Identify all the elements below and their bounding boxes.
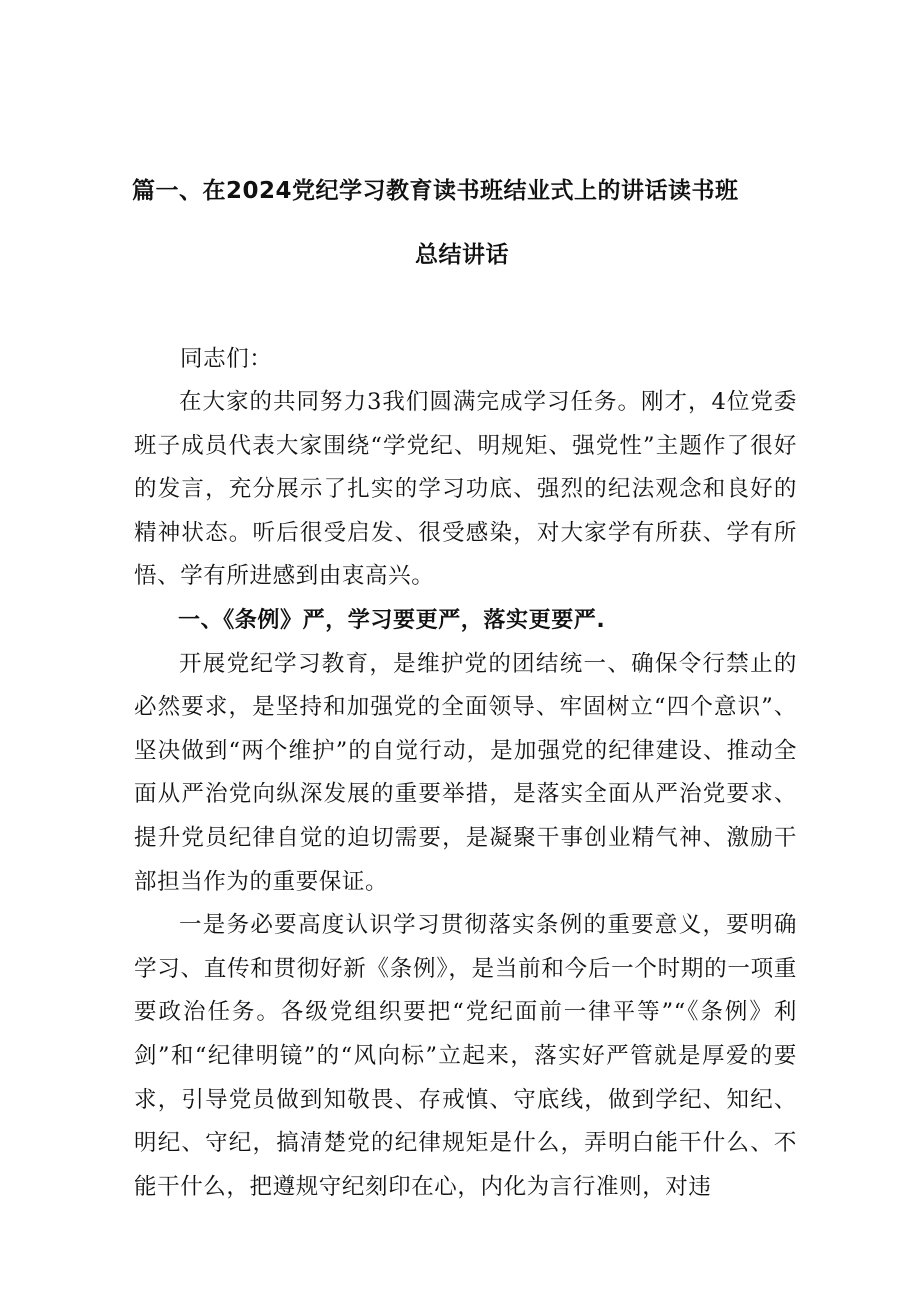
paragraph-point-one: 一是务必要高度认识学习贯彻落实条例的重要意义，要明确学习、直传和贯彻好新《条例》，是当前和今后一个时期的一项重要政治任务。各级党组织要把“党纪面前一律平等”“《条例》利剑”和“纪律明镜”的“风向标”立起来，落实好严管就是厚爱的要求，引导党员做到知敬畏、存戒慎、守底线，做到学纪、知纪、明纪、守纪，搞清楚党的纪律规矩是什么，弄明白能干什么、不能干什么，把遵规守纪刻印在心，内化为言行准则，对违 xyxy=(134,912,797,1200)
document-title-line1: 篇一、在2024党纪学习教育读书班结业式上的讲话读书班 xyxy=(132,178,739,204)
document-body xyxy=(134,381,797,1209)
paragraph-opening: 在大家的共同努力3我们圆满完成学习任务。刚才，4位党委班子成员代表大家围绕“学党纪、明规矩、强党性”主题作了很好的发言，充分展示了扎实的学习功底、强烈的纪法观念和良好的精神状态。听后很受启发、很受感染，对大家学有所获、学有所悟、学有所进感到由衷高兴。 xyxy=(134,389,797,590)
document-title-line2: 总结讲话 xyxy=(415,242,509,268)
salutation: 同志们： xyxy=(180,346,273,372)
section-heading-1: 一、《条例》严，学习要更严，落实更要严. xyxy=(178,607,606,633)
paragraph-significance: 开展党纪学习教育，是维护党的团结统一、确保令行禁止的必然要求，是坚持和加强党的全面领导、牢固树立“四个意识”、坚决做到“两个维护”的自觉行动，是加强党的纪律建设、推动全面从严治党向纵深发展的重要举措，是落实全面从严治党要求、提升党员纪律自觉的迫切需要，是凝聚干事创业精气神、激励干部担当作为的重要保证。 xyxy=(134,650,797,895)
